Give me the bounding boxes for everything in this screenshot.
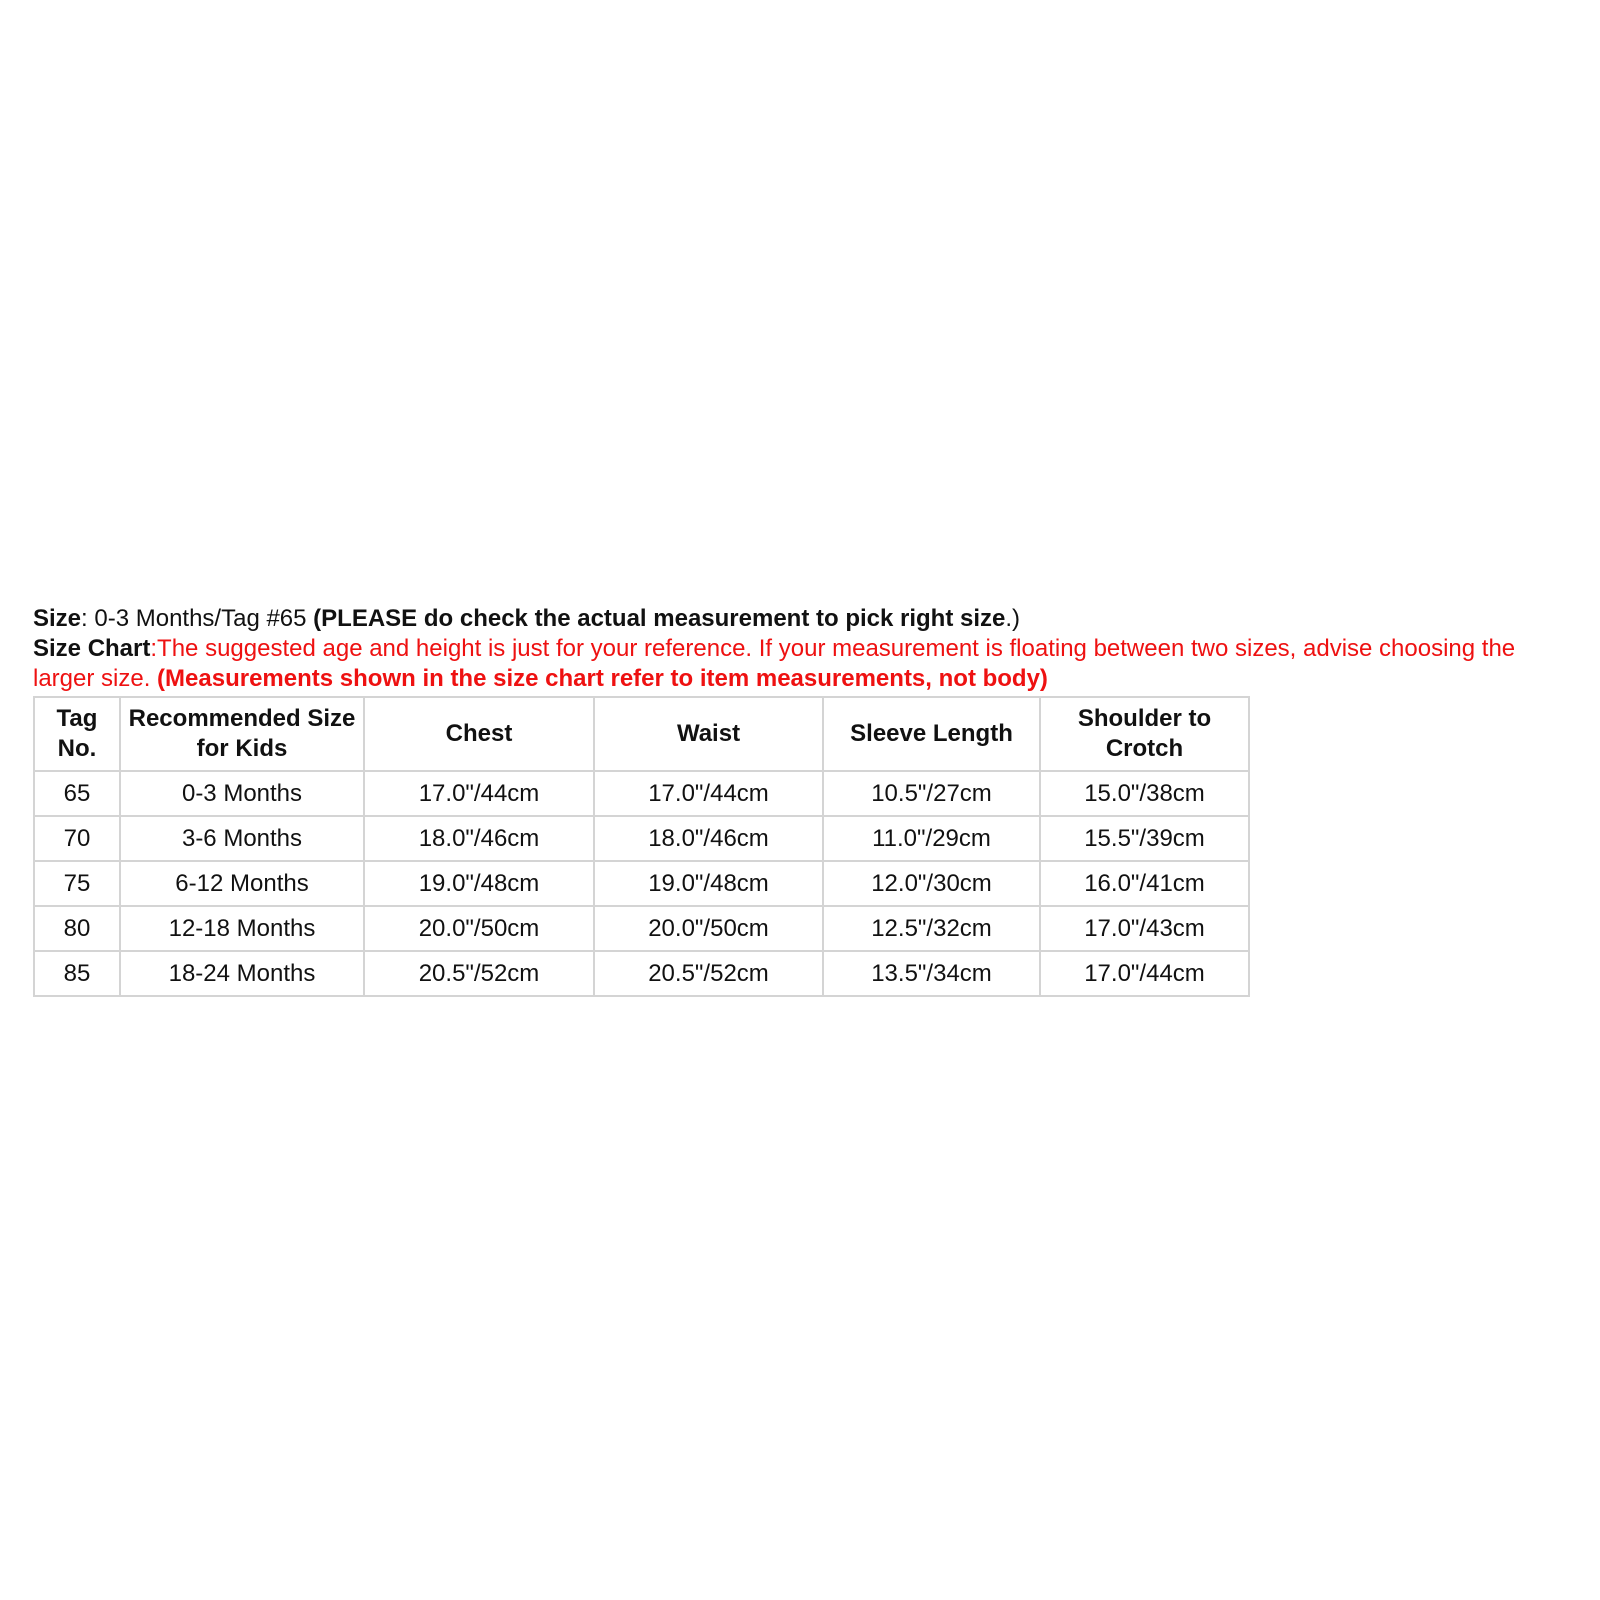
size-chart-label: Size Chart bbox=[33, 635, 151, 662]
cell-sleeve-length: 11.0"/29cm bbox=[823, 816, 1040, 861]
header-sleeve-length: Sleeve Length bbox=[823, 697, 1040, 771]
cell-tag-no: 80 bbox=[34, 906, 120, 951]
size-table bbox=[33, 696, 1250, 997]
table-row bbox=[34, 906, 1249, 951]
cell-sleeve-length: 10.5"/27cm bbox=[823, 771, 1040, 816]
size-chart-line bbox=[33, 634, 1573, 694]
size-chart-block bbox=[33, 604, 1573, 997]
cell-recommended-size: 0-3 Months bbox=[120, 771, 364, 816]
table-row bbox=[34, 771, 1249, 816]
cell-chest: 19.0"/48cm bbox=[364, 861, 594, 906]
size-chart-colon: : bbox=[150, 635, 158, 662]
cell-tag-no: 65 bbox=[34, 771, 120, 816]
cell-shoulder-to-crotch: 15.5"/39cm bbox=[1040, 816, 1249, 861]
size-chart-note-bold: (Measurements shown in the size chart refer to item measurements, not body) bbox=[157, 665, 1048, 692]
header-chest: Chest bbox=[364, 697, 594, 771]
cell-waist: 19.0"/48cm bbox=[594, 861, 823, 906]
cell-shoulder-to-crotch: 15.0"/38cm bbox=[1040, 771, 1249, 816]
cell-recommended-size: 12-18 Months bbox=[120, 906, 364, 951]
cell-waist: 20.0"/50cm bbox=[594, 906, 823, 951]
cell-waist: 18.0"/46cm bbox=[594, 816, 823, 861]
table-row bbox=[34, 861, 1249, 906]
header-waist: Waist bbox=[594, 697, 823, 771]
cell-shoulder-to-crotch: 17.0"/44cm bbox=[1040, 951, 1249, 996]
size-notice-end: .) bbox=[1005, 605, 1021, 632]
cell-shoulder-to-crotch: 17.0"/43cm bbox=[1040, 906, 1249, 951]
cell-recommended-size: 3-6 Months bbox=[120, 816, 364, 861]
table-row bbox=[34, 816, 1249, 861]
size-line bbox=[33, 604, 1573, 634]
cell-chest: 20.5"/52cm bbox=[364, 951, 594, 996]
cell-chest: 20.0"/50cm bbox=[364, 906, 594, 951]
cell-waist: 20.5"/52cm bbox=[594, 951, 823, 996]
cell-sleeve-length: 13.5"/34cm bbox=[823, 951, 1040, 996]
size-label: Size bbox=[33, 605, 82, 632]
table-header-row bbox=[34, 697, 1249, 771]
header-tag-no: Tag No. bbox=[34, 697, 120, 771]
cell-tag-no: 75 bbox=[34, 861, 120, 906]
size-value: : 0-3 Months/Tag #65 bbox=[81, 605, 314, 632]
size-chart-note: The suggested age and height is just for your reference. If your measurement is floating between two sizes, advise choosing the larger size. bbox=[33, 635, 1516, 692]
cell-waist: 17.0"/44cm bbox=[594, 771, 823, 816]
header-shoulder-to-crotch: Shoulder to Crotch bbox=[1040, 697, 1249, 771]
size-notice: (PLEASE do check the actual measurement to pick right size bbox=[313, 605, 1006, 632]
cell-shoulder-to-crotch: 16.0"/41cm bbox=[1040, 861, 1249, 906]
table-row bbox=[34, 951, 1249, 996]
cell-sleeve-length: 12.0"/30cm bbox=[823, 861, 1040, 906]
cell-tag-no: 70 bbox=[34, 816, 120, 861]
cell-sleeve-length: 12.5"/32cm bbox=[823, 906, 1040, 951]
header-recommended-size: Recommended Size for Kids bbox=[120, 697, 364, 771]
cell-recommended-size: 18-24 Months bbox=[120, 951, 364, 996]
cell-recommended-size: 6-12 Months bbox=[120, 861, 364, 906]
cell-chest: 18.0"/46cm bbox=[364, 816, 594, 861]
cell-chest: 17.0"/44cm bbox=[364, 771, 594, 816]
cell-tag-no: 85 bbox=[34, 951, 120, 996]
